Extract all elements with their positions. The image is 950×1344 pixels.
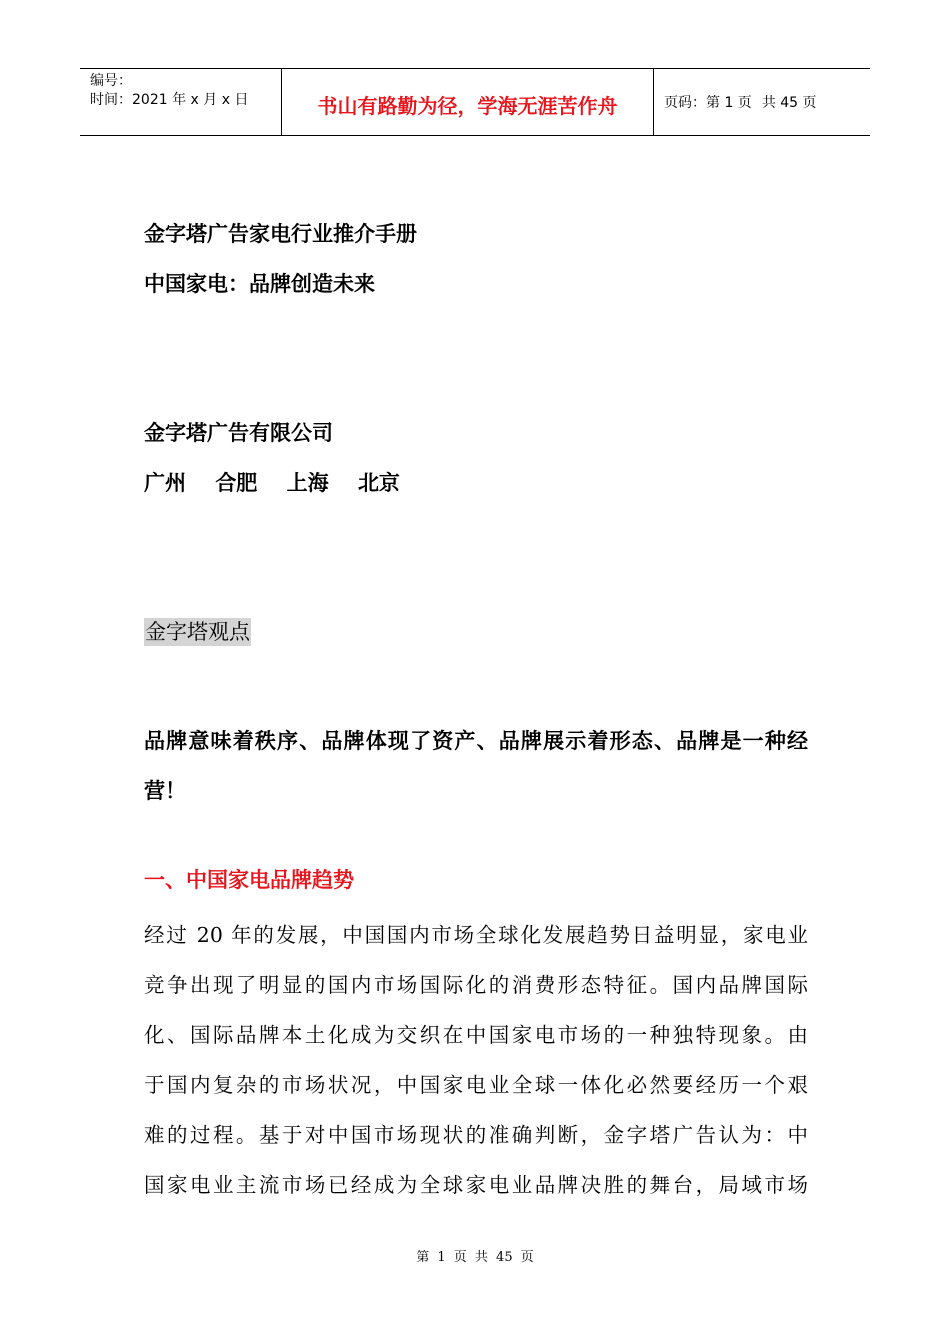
body-paragraph <box>144 910 808 1210</box>
header-slogan-cell <box>281 69 654 135</box>
highlight-label: 金字塔观点 <box>145 620 250 644</box>
document-number-label: 编号： <box>90 73 132 89</box>
city-item: 广州 <box>144 471 186 495</box>
header-info-cell <box>80 69 281 135</box>
city-item: 合肥 <box>215 471 258 495</box>
company-name: 金字塔广告有限公司 <box>144 421 333 445</box>
city-list <box>144 469 806 497</box>
header-slogan: 书山有路勤为径，学海无涯苦作舟 <box>317 93 618 118</box>
page-footer: 第 1 页 共 45 页 <box>416 1250 534 1265</box>
header-page-cell <box>654 69 870 135</box>
header-page-label: 页码：第 1 页 <box>664 95 752 111</box>
header-table <box>80 68 870 136</box>
document-time-label: 时间：2021 年 x 月 x 日 <box>90 92 249 108</box>
motto-paragraph: 品牌意味着秩序、品牌体现了资产、品牌展示着形态、品牌是一种经营！ <box>144 729 808 803</box>
city-item: 北京 <box>357 471 400 495</box>
document-title: 金字塔广告家电行业推介手册 <box>144 222 417 246</box>
body-line: 难的过程。基于对中国市场现状的准确判断，金字塔广告认为：中 <box>144 1123 808 1147</box>
body-line: 于国内复杂的市场状况，中国家电业全球一体化必然要经历一个艰 <box>144 1073 808 1097</box>
city-item: 上海 <box>286 471 329 495</box>
document-subtitle: 中国家电：品牌创造未来 <box>144 272 375 296</box>
body-line: 国家电业主流市场已经成为全球家电业品牌决胜的舞台，局域市场 <box>144 1173 808 1197</box>
body-line: 化、国际品牌本土化成为交织在中国家电市场的一种独特现象。由 <box>144 1023 808 1047</box>
section-title: 一、中国家电品牌趋势 <box>144 868 354 892</box>
body-line: 竞争出现了明显的国内市场国际化的消费形态特征。国内品牌国际 <box>144 973 808 997</box>
body-line: 经过 20 年的发展，中国国内市场全球化发展趋势日益明显，家电业 <box>144 923 808 947</box>
header-page-total: 共 45 页 <box>761 95 817 111</box>
